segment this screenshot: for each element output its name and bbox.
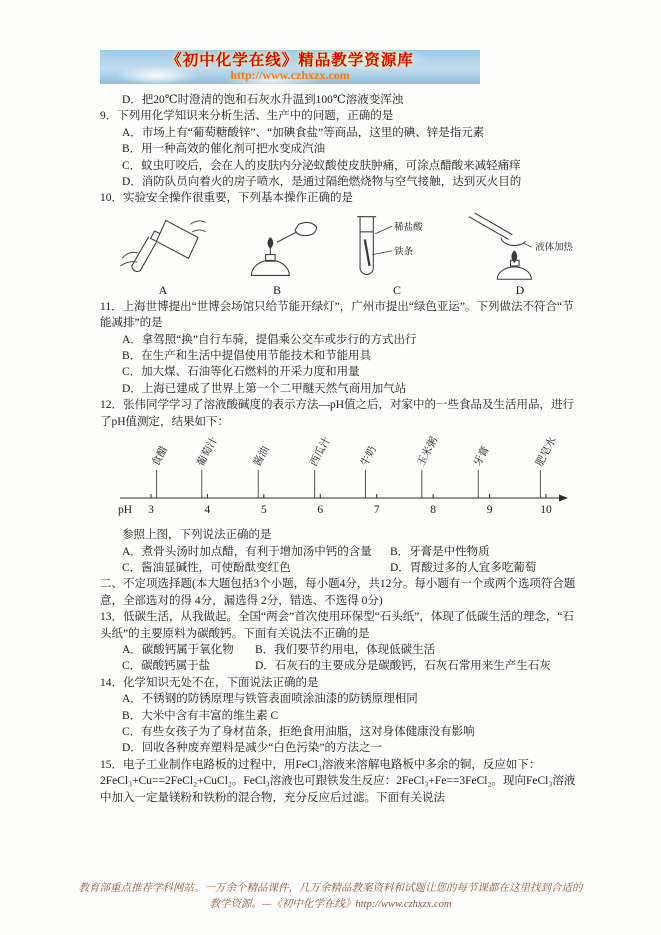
q10-figure-label-a: A: [158, 282, 168, 297]
q10-stem: 10．实验安全操作很重要，下列基本操作正确的是: [100, 192, 353, 205]
svg-text:8: 8: [430, 504, 437, 517]
q13-option-a: A．碳酸钙属于氧化物: [122, 643, 234, 656]
q10-figure-label-b: B: [272, 282, 281, 297]
q14-stem: 14．化学知识无处不在，下面说法正确的是: [100, 676, 319, 689]
section2-title: 二、不定项选择题(本大题包括3个小题，每小题4分，共12分。每小题有一个或两个选项符合题意，全部选对的得 4分，漏选得 2分，错选、不选得 0分): [100, 578, 576, 607]
q9-option-c: C．蚊虫叮咬后，会在人的皮肤内分泌蚁酸使皮肤肿痛，可涂点醋酸来减轻痛痒: [122, 159, 521, 172]
pouring-liquid-figure: [108, 211, 218, 283]
q12-option-d: D．胃酸过多的人宜多吃葡萄: [390, 561, 537, 574]
q10-figure-label-c: C: [392, 282, 401, 297]
q14-option-c: C．有些女孩子为了身材苗条，拒绝食用油脂，这对身体健康没有影响: [122, 725, 475, 738]
q14-option-d: D．回收各种废弃塑料是减少“白色污染”的方法之一: [122, 742, 383, 755]
q12-option-b: B．牙膏是中性物质: [390, 545, 490, 558]
alcohol-lamp-figure: [222, 211, 332, 283]
svg-text:5: 5: [260, 504, 267, 517]
svg-text:西瓜汁: 西瓜汁: [308, 435, 334, 469]
q12-after-figure: 参照上图，下列说法正确的是: [122, 529, 272, 542]
banner-url: http://www.czhxzx.com: [230, 68, 350, 82]
footer-line2: 教学资源。—《初中化学在线》http://www.czhxzx.com: [209, 899, 452, 910]
exam-content: [100, 50, 578, 806]
q10-figure-cell-a: [106, 211, 220, 297]
q14-option-b: B．大米中含有丰富的维生素 C: [122, 709, 279, 722]
svg-text:食醋: 食醋: [150, 444, 171, 469]
svg-text:玉米粥: 玉米粥: [415, 435, 441, 469]
svg-text:6: 6: [317, 504, 324, 517]
iron-strip-annotation: 铁条: [394, 247, 414, 258]
q14-option-a: A．不锈钢的防锈原理与铁管表面喷涂油漆的防锈原理相同: [122, 693, 418, 706]
heating-annotation: 液体加热: [535, 242, 574, 253]
q13-option-b: B．我们要节约用电，体现低碳生活: [255, 643, 436, 656]
q12-option-row-1: [100, 544, 578, 560]
q11-option-b: B．在生产和生活中提倡使用节能技术和节能用具: [122, 350, 372, 363]
q13-option-row-1: [100, 642, 578, 658]
svg-text:3: 3: [148, 504, 154, 517]
svg-text:牛奶: 牛奶: [359, 444, 379, 469]
svg-text:10: 10: [540, 504, 552, 517]
q10-figure-cell-d: [460, 211, 580, 297]
q11-option-a: A．拿驾照“换”自行车骑，提倡乘公交车或步行的方式出行: [122, 333, 417, 346]
q10-figure-label-d: D: [515, 282, 525, 297]
q13-option-d: D．石灰石的主要成分是碳酸钙，石灰石常用来生产生石灰: [255, 660, 551, 673]
ph-chart-figure: [106, 432, 578, 527]
q9-option-b: B．用一种高效的催化剂可把水变成汽油: [122, 143, 326, 156]
q11-option-c: C．加大煤、石油等化石燃料的开采力度和用量: [122, 366, 360, 379]
q9-stem: 9．下列用化学知识来分析生活、生产中的问题，正确的是: [100, 110, 394, 123]
heating-liquid-figure: [460, 211, 580, 283]
svg-text:肥皂水: 肥皂水: [534, 435, 559, 469]
q9-option-a: A．市场上有“葡萄糖酸锌”、“加碘食盐”等商品，这里的碘、锌是指元素: [122, 126, 485, 139]
banner-title: 《初中化学在线》精品教学资源库: [166, 52, 414, 69]
q11-stem: 11．上海世博提出“世博会场馆只给节能开绿灯”，广州市提出“绿色亚运”。下列做法不符合“节能减排”的是: [100, 300, 574, 330]
q12-stem: 12．张伟同学学习了溶液酸碱度的表示方法—pH值之后，对家中的一些食品及生活用品，进行了pH值测定，结果如下：: [100, 399, 575, 428]
q13-stem: 13．低碳生活，从我做起。全国“两会”首次使用环保型“石头纸”，体现了低碳生活的理念，“石头纸”的主要原料为碳酸钙。下面有关说法不正确的是: [100, 611, 575, 640]
svg-text:9: 9: [486, 504, 493, 517]
q12-option-c: C．酱油显碱性，可使酚酞变红色: [122, 561, 291, 574]
svg-text:牙膏: 牙膏: [472, 444, 492, 469]
q10-figure-cell-c: [334, 211, 460, 297]
svg-text:7: 7: [373, 504, 380, 517]
q10-figure: [106, 211, 580, 297]
q13-option-row-2: [100, 658, 578, 674]
q9-option-d: D．消防队员向着火的房子喷水，是通过隔绝燃烧物与空气接触，达到灭火目的: [122, 176, 522, 189]
q8-option-d: D．把20℃时澄清的饱和石灰水升温到100℃溶液变浑浊: [122, 94, 404, 106]
q12-option-a: A．煮骨头汤时加点醋，有利于增加汤中钙的含量: [122, 545, 372, 558]
footer: [0, 881, 661, 913]
svg-text:4: 4: [204, 504, 211, 517]
test-tube-acid-figure: [334, 211, 460, 283]
q12-option-row-2: [100, 560, 578, 576]
q15-stem: 15．电子工业制作电路板的过程中，用FeCl₃溶液来溶解电路板中多余的铜，反应如下：2FeCl₃+Cu==2FeCl₂+CuCl₂。FeCl₃溶液也可跟铁发生反应：2FeCl₃+Fe==3FeCl₂。现向FeCl₃溶液中加入一定量镁粉和铁粉的混合物，充分反应后过滤。下面有关说法: [100, 758, 576, 804]
ph-chart: [106, 432, 576, 522]
q13-option-c: C．碳酸钙属于盐: [122, 660, 211, 673]
dilute-acid-annotation: 稀盐酸: [394, 222, 423, 233]
footer-line1: 教育部重点推荐学科网站。一万余个精品课件，几万余精品教案资料和试题让您的每节课都在这里找到合适的: [78, 883, 583, 894]
q11-option-d: D．上海已建成了世界上第一个二甲醚天然气商用加气站: [122, 382, 407, 395]
svg-text:pH: pH: [118, 504, 133, 517]
site-banner: [100, 50, 480, 84]
svg-text:酱油: 酱油: [252, 444, 272, 469]
q10-figure-cell-b: [220, 211, 334, 297]
svg-text:葡萄汁: 葡萄汁: [195, 435, 221, 469]
